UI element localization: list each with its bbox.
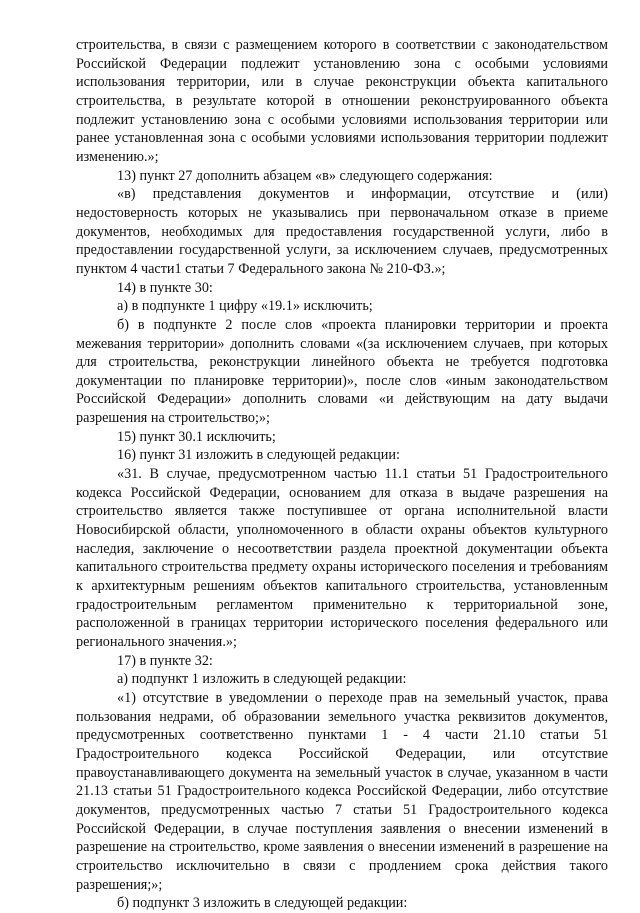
paragraph-item-13: 13) пункт 27 дополнить абзацем «в» следующего содержания: [117,167,493,184]
paragraph-item-17b: б) подпункт 3 изложить в следующей редакции: [117,895,408,912]
paragraph-quote-31: «31. В случае, предусмотренном частью 11.1 статьи 51 Градостроительного кодекса Российской Федерации, основанием для отказа в выдаче разрешения на строительство является также поступившее от органа исполнительной власти Новосибирской области, уполномоченного в области охраны объектов культурного наследия, заключение о несоответствии раздела проектной документации объекта капитального строительства предмету охраны исторического поселения и требованиям к архитектурным решениям объектов капитального строительства, установленным градостроительным регламентом применительно к территориальной зоне, расположенной в границах территории исторического поселения федерального или регионального значения.»; [76,466,608,650]
paragraph-continuation: строительства, в связи с размещением которого в соответствии с законодательством Российской Федерации подлежит установлению зона с особыми условиями использования территории, или в случае реконструкции объекта капитального строительства, в результате которой в отношении реконструированного объекта подлежит установлению зона с особыми условиями использования территории или ранее установленная зона с особыми условиями использования территории подлежит изменению.»; [76,37,608,165]
paragraph-item-14b: б) в подпункте 2 после слов «проекта планировки территории и проекта межевания территории» дополнить словами «(за исключением случаев, при которых для строительства, реконструкции линейного объекта не требуется подготовка документации по планировке территории)», после слов «иным законодательством Российской Федерации» дополнить словами «и действующим на дату выдачи разрешения на строительство;»; [76,316,608,427]
paragraph-item-17: 17) в пункте 32: [117,652,213,669]
paragraph-item-17a: а) подпункт 1 изложить в следующей редакции: [117,671,407,688]
document-page [76,36,608,913]
paragraph-item-14: 14) в пункте 30: [117,279,213,296]
paragraph-item-15: 15) пункт 30.1 исключить; [117,428,276,445]
paragraph-item-16: 16) пункт 31 изложить в следующей редакции: [117,447,400,464]
paragraph-quote-1: «1) отсутствие в уведомлении о переходе прав на земельный участок, права пользования недрами, об образовании земельного участка реквизитов документов, предусмотренных соответственно пунктами 1 - 4 части 21.10 статьи 51 Градостроительного кодекса Российской Федерации, или отсутствие правоустанавливающего документа на земельный участок в случае, указанном в части 21.13 статьи 51 Градостроительного кодекса Российской Федерации, либо отсутствие документов, предусмотренных частью 7 статьи 51 Градостроительного кодекса Российской Федерации, в случае поступления заявления о внесении изменений в разрешение на строительство, кроме заявления о внесении изменений в разрешение на строительство исключительно в связи с продлением срока действия такого разрешения;»; [76,689,608,893]
paragraph-item-14a: а) в подпункте 1 цифру «19.1» исключить; [117,298,373,315]
paragraph-quote-v: «в) представления документов и информации, отсутствие и (или) недостоверность которых не указывались при первоначальном отказе в приеме документов, необходимых для предоставления государственной услуги, либо в предоставлении государственной услуги, за исключением случаев, предусмотренных пунктом 4 части1 статьи 7 Федерального закона № 210-ФЗ.»; [76,186,608,277]
